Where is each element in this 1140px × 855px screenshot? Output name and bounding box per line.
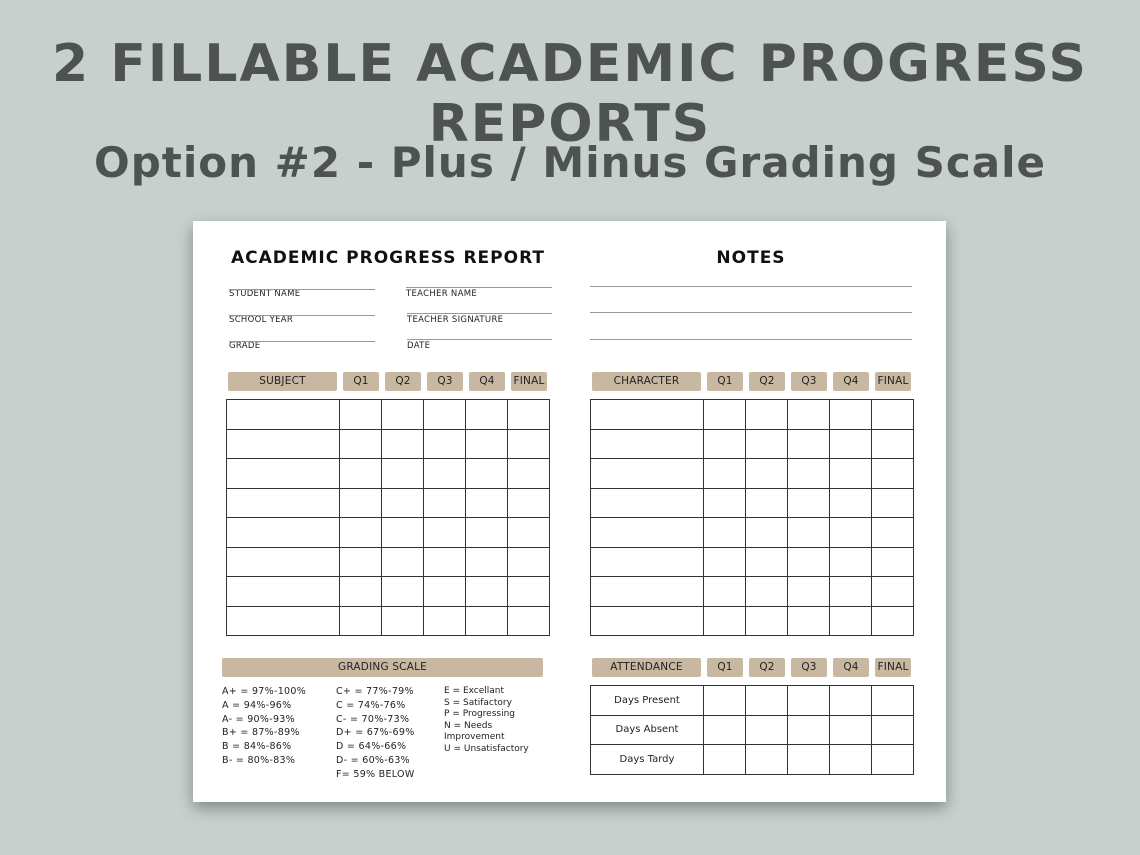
days-absent-label: Days Absent xyxy=(591,715,704,745)
subject-row-label-cell[interactable] xyxy=(227,577,340,607)
character-row-grade-cell[interactable] xyxy=(746,547,788,577)
attendance-cell[interactable] xyxy=(788,745,830,775)
character-row-grade-cell[interactable] xyxy=(872,400,914,430)
grade-c: C = 74%-76% xyxy=(336,699,406,711)
student-name-field[interactable] xyxy=(229,289,375,290)
character-row-grade-cell[interactable] xyxy=(746,577,788,607)
character-row-label-cell[interactable] xyxy=(591,518,704,548)
grade-b-minus: B- = 80%-83% xyxy=(222,754,296,766)
character-row xyxy=(591,488,914,518)
subject-row-grade-cell[interactable] xyxy=(466,547,508,577)
subject-row-grade-cell[interactable] xyxy=(340,577,382,607)
subject-row-grade-cell[interactable] xyxy=(382,488,424,518)
attendance-q1-header: Q1 xyxy=(707,658,743,677)
character-q3-header: Q3 xyxy=(791,372,827,391)
character-row-label-cell[interactable] xyxy=(591,459,704,489)
subject-row-label-cell[interactable] xyxy=(227,400,340,430)
grading-scale-header: GRADING SCALE xyxy=(222,658,543,677)
character-row xyxy=(591,400,914,430)
attendance-row-present xyxy=(591,686,914,716)
attendance-cell[interactable] xyxy=(830,715,872,745)
attendance-cell[interactable] xyxy=(704,686,746,716)
student-name-label: STUDENT NAME xyxy=(229,289,301,299)
character-grid xyxy=(590,399,914,636)
subject-row-grade-cell[interactable] xyxy=(466,518,508,548)
notes-title: NOTES xyxy=(716,248,786,268)
subject-row-label-cell[interactable] xyxy=(227,459,340,489)
attendance-row-absent xyxy=(591,715,914,745)
date-label: DATE xyxy=(407,341,431,351)
subject-row-grade-cell[interactable] xyxy=(424,547,466,577)
report-sheet xyxy=(193,221,946,802)
character-row-grade-cell[interactable] xyxy=(872,459,914,489)
attendance-cell[interactable] xyxy=(746,715,788,745)
subject-row-grade-cell[interactable] xyxy=(382,606,424,636)
grade-s: S = Satifactory xyxy=(444,697,512,708)
subject-row-grade-cell[interactable] xyxy=(508,429,550,459)
character-row-grade-cell[interactable] xyxy=(746,518,788,548)
grade-c-plus: C+ = 77%-79% xyxy=(336,686,414,697)
character-row xyxy=(591,518,914,548)
school-year-field[interactable] xyxy=(229,315,375,316)
character-row-grade-cell[interactable] xyxy=(746,488,788,518)
grade-d-minus: D- = 60%-63% xyxy=(336,754,411,766)
attendance-header: ATTENDANCE xyxy=(592,658,701,677)
page-headline: 2 FILLABLE ACADEMIC PROGRESS REPORTS xyxy=(52,34,1088,154)
character-row-grade-cell[interactable] xyxy=(830,547,872,577)
subject-row-grade-cell[interactable] xyxy=(424,606,466,636)
character-row-grade-cell[interactable] xyxy=(704,459,746,489)
subject-row-grade-cell[interactable] xyxy=(424,400,466,430)
subject-row-grade-cell[interactable] xyxy=(340,400,382,430)
grade-label: GRADE xyxy=(229,341,261,351)
grade-c-minus: C- = 70%-73% xyxy=(336,713,410,725)
character-row-grade-cell[interactable] xyxy=(788,488,830,518)
character-row xyxy=(591,606,914,636)
teacher-signature-field[interactable] xyxy=(407,313,552,314)
grade-a: A = 94%-96% xyxy=(222,699,292,711)
subject-row-grade-cell[interactable] xyxy=(340,518,382,548)
subject-row-grade-cell[interactable] xyxy=(424,459,466,489)
subject-row-grade-cell[interactable] xyxy=(382,547,424,577)
character-row-grade-cell[interactable] xyxy=(788,577,830,607)
character-q2-header: Q2 xyxy=(749,372,785,391)
subject-row-grade-cell[interactable] xyxy=(508,606,550,636)
attendance-cell[interactable] xyxy=(872,745,914,775)
attendance-cell[interactable] xyxy=(788,715,830,745)
subject-row xyxy=(227,577,550,607)
subject-row-label-cell[interactable] xyxy=(227,488,340,518)
character-row-grade-cell[interactable] xyxy=(830,606,872,636)
character-row-grade-cell[interactable] xyxy=(704,429,746,459)
character-row-grade-cell[interactable] xyxy=(704,400,746,430)
attendance-cell[interactable] xyxy=(746,686,788,716)
character-row-label-cell[interactable] xyxy=(591,488,704,518)
subject-q3-header: Q3 xyxy=(427,372,463,391)
notes-line-1[interactable] xyxy=(590,286,912,287)
character-header: CHARACTER xyxy=(592,372,701,391)
subject-row-grade-cell[interactable] xyxy=(508,459,550,489)
character-q1-header: Q1 xyxy=(707,372,743,391)
character-row-grade-cell[interactable] xyxy=(872,429,914,459)
grade-p: P = Progressing xyxy=(444,709,516,719)
report-title: ACADEMIC PROGRESS REPORT xyxy=(231,248,545,268)
subject-row-grade-cell[interactable] xyxy=(466,429,508,459)
grading-scale-col3 xyxy=(444,686,554,755)
character-row-grade-cell[interactable] xyxy=(704,518,746,548)
character-final-header: FINAL xyxy=(875,372,911,391)
character-row-grade-cell[interactable] xyxy=(746,400,788,430)
character-row-grade-cell[interactable] xyxy=(704,547,746,577)
grade-n: N = Needs Improvement xyxy=(444,720,505,742)
notes-line-2[interactable] xyxy=(590,312,912,313)
character-row-label-cell[interactable] xyxy=(591,547,704,577)
grade-d-plus: D+ = 67%-69% xyxy=(336,727,415,739)
subject-row-grade-cell[interactable] xyxy=(382,429,424,459)
character-row xyxy=(591,429,914,459)
subject-row-label-cell[interactable] xyxy=(227,429,340,459)
grade-a-plus: A+ = 97%-100% xyxy=(222,686,307,697)
grade-u: U = Unsatisfactory xyxy=(444,743,529,754)
subject-row-grade-cell[interactable] xyxy=(466,606,508,636)
attendance-cell[interactable] xyxy=(704,745,746,775)
character-row-grade-cell[interactable] xyxy=(872,518,914,548)
character-row-grade-cell[interactable] xyxy=(788,547,830,577)
character-q4-header: Q4 xyxy=(833,372,869,391)
subject-q2-header: Q2 xyxy=(385,372,421,391)
notes-line-3[interactable] xyxy=(590,339,912,340)
attendance-cell[interactable] xyxy=(872,715,914,745)
subject-row-grade-cell[interactable] xyxy=(424,429,466,459)
subject-row xyxy=(227,606,550,636)
subject-grid xyxy=(226,399,550,636)
subject-row xyxy=(227,547,550,577)
subject-row-grade-cell[interactable] xyxy=(466,577,508,607)
grading-scale-col2 xyxy=(336,685,446,782)
subject-q1-header: Q1 xyxy=(343,372,379,391)
subject-row xyxy=(227,488,550,518)
character-row-label-cell[interactable] xyxy=(591,429,704,459)
grade-f: F= 59% BELOW xyxy=(336,768,415,780)
character-row-grade-cell[interactable] xyxy=(830,518,872,548)
character-row-label-cell[interactable] xyxy=(591,606,704,636)
subject-row-label-cell[interactable] xyxy=(227,606,340,636)
date-field[interactable] xyxy=(407,339,552,340)
grade-b: B = 84%-86% xyxy=(222,741,292,753)
grade-a-minus: A- = 90%-93% xyxy=(222,713,295,725)
character-row-grade-cell[interactable] xyxy=(788,606,830,636)
days-present-label: Days Present xyxy=(591,686,704,716)
subject-row xyxy=(227,518,550,548)
character-row-grade-cell[interactable] xyxy=(872,547,914,577)
attendance-cell[interactable] xyxy=(830,745,872,775)
subject-row-grade-cell[interactable] xyxy=(466,459,508,489)
subject-row-grade-cell[interactable] xyxy=(382,577,424,607)
character-row-grade-cell[interactable] xyxy=(746,429,788,459)
character-row xyxy=(591,547,914,577)
subject-header: SUBJECT xyxy=(228,372,337,391)
character-row xyxy=(591,459,914,489)
grade-e: E = Excellant xyxy=(444,686,505,696)
attendance-cell[interactable] xyxy=(872,686,914,716)
subject-row-grade-cell[interactable] xyxy=(340,429,382,459)
attendance-cell[interactable] xyxy=(830,686,872,716)
character-row-grade-cell[interactable] xyxy=(872,488,914,518)
character-row-grade-cell[interactable] xyxy=(746,606,788,636)
attendance-q3-header: Q3 xyxy=(791,658,827,677)
subject-row-grade-cell[interactable] xyxy=(424,518,466,548)
character-row-grade-cell[interactable] xyxy=(704,488,746,518)
teacher-name-field[interactable] xyxy=(406,287,552,288)
teacher-signature-label: TEACHER SIGNATURE xyxy=(407,315,504,325)
grade-b-plus: B+ = 87%-89% xyxy=(222,727,300,739)
page-subheadline: Option #2 - Plus / Minus Grading Scale xyxy=(94,138,1046,187)
character-row-grade-cell[interactable] xyxy=(830,400,872,430)
character-row-grade-cell[interactable] xyxy=(830,577,872,607)
subject-row-grade-cell[interactable] xyxy=(466,400,508,430)
school-year-label: SCHOOL YEAR xyxy=(229,315,294,325)
subject-row-label-cell[interactable] xyxy=(227,518,340,548)
character-row-grade-cell[interactable] xyxy=(746,459,788,489)
subject-row-grade-cell[interactable] xyxy=(340,547,382,577)
character-row-grade-cell[interactable] xyxy=(704,577,746,607)
attendance-cell[interactable] xyxy=(746,745,788,775)
attendance-q2-header: Q2 xyxy=(749,658,785,677)
attendance-q4-header: Q4 xyxy=(833,658,869,677)
character-row-label-cell[interactable] xyxy=(591,400,704,430)
days-tardy-label: Days Tardy xyxy=(591,745,704,775)
subject-row-grade-cell[interactable] xyxy=(340,606,382,636)
subject-row-label-cell[interactable] xyxy=(227,547,340,577)
subject-row-grade-cell[interactable] xyxy=(466,488,508,518)
character-row-grade-cell[interactable] xyxy=(872,577,914,607)
subject-row-grade-cell[interactable] xyxy=(340,488,382,518)
character-row-grade-cell[interactable] xyxy=(788,459,830,489)
grading-scale-col1 xyxy=(222,685,332,768)
character-row-grade-cell[interactable] xyxy=(872,606,914,636)
subject-row-grade-cell[interactable] xyxy=(382,518,424,548)
subject-row-grade-cell[interactable] xyxy=(508,518,550,548)
attendance-grid xyxy=(590,685,914,775)
character-row-grade-cell[interactable] xyxy=(788,429,830,459)
character-row-grade-cell[interactable] xyxy=(830,429,872,459)
subject-row xyxy=(227,400,550,430)
teacher-name-label: TEACHER NAME xyxy=(406,289,478,299)
character-row-grade-cell[interactable] xyxy=(830,488,872,518)
character-row-label-cell[interactable] xyxy=(591,577,704,607)
attendance-cell[interactable] xyxy=(788,686,830,716)
subject-row-grade-cell[interactable] xyxy=(508,577,550,607)
subject-q4-header: Q4 xyxy=(469,372,505,391)
character-row xyxy=(591,577,914,607)
grade-d: D = 64%-66% xyxy=(336,741,407,753)
subject-row-grade-cell[interactable] xyxy=(424,577,466,607)
subject-row-grade-cell[interactable] xyxy=(508,547,550,577)
character-row-grade-cell[interactable] xyxy=(704,606,746,636)
subject-row-grade-cell[interactable] xyxy=(340,459,382,489)
attendance-cell[interactable] xyxy=(704,715,746,745)
grade-field[interactable] xyxy=(229,341,375,342)
subject-row-grade-cell[interactable] xyxy=(508,488,550,518)
character-row-grade-cell[interactable] xyxy=(788,400,830,430)
subject-row-grade-cell[interactable] xyxy=(382,400,424,430)
subject-row-grade-cell[interactable] xyxy=(424,488,466,518)
character-row-grade-cell[interactable] xyxy=(830,459,872,489)
subject-row xyxy=(227,429,550,459)
attendance-final-header: FINAL xyxy=(875,658,911,677)
subject-row-grade-cell[interactable] xyxy=(508,400,550,430)
attendance-row-tardy xyxy=(591,745,914,775)
subject-row-grade-cell[interactable] xyxy=(382,459,424,489)
subject-final-header: FINAL xyxy=(511,372,547,391)
character-row-grade-cell[interactable] xyxy=(788,518,830,548)
subject-row xyxy=(227,459,550,489)
